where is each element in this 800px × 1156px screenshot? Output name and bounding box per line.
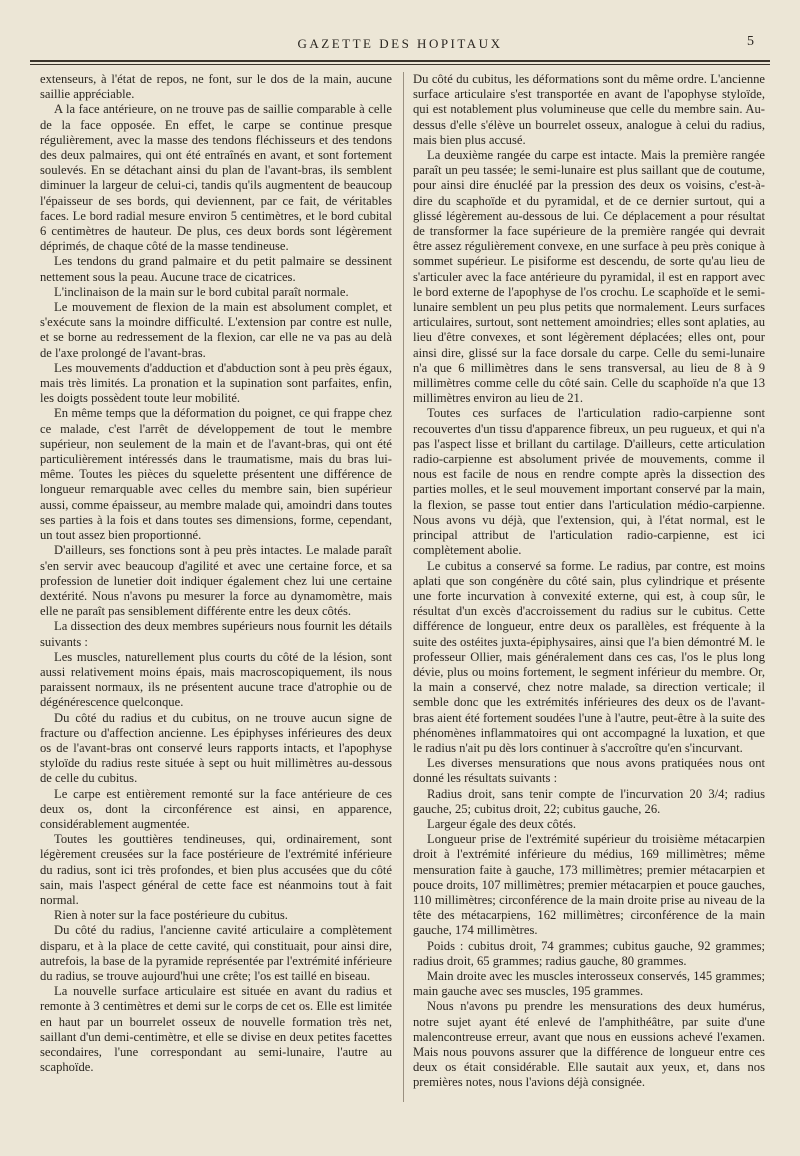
paragraph: Main droite avec les muscles interosseux conservés, 145 grammes; main gauche avec ses muscles, 195 grammes. <box>413 968 765 999</box>
paragraph: Les muscles, naturellement plus courts du côté de la lésion, sont aussi relativement moins épais, mais macroscopiquement, ils nous paraissent normaux, ils ne présentent aucune trace d'atrophie ou de dégénérescence quelconque. <box>40 649 392 710</box>
paragraph: Du côté du cubitus, les déformations sont du même ordre. L'ancienne surface articulaire s'est transportée en avant de l'apophyse styloïde, qui est notablement plus volumineuse que celle du membre sain. Au-dessus d'elle s'élève un bourrelet osseux, analogue à celui du radius, mais bien plus accusé. <box>413 72 765 147</box>
paragraph: Toutes les gouttières tendineuses, qui, ordinairement, sont légèrement creusées sur la face postérieure de l'extrémité inférieure du radius, sont ici très profondes, et bien plus accusées que du côté sain, mais l'aspect général de cette face est néanmoins tout à fait normal. <box>40 832 392 907</box>
page-header <box>30 28 770 58</box>
paragraph: Nous n'avons pu prendre les mensurations des deux humérus, notre sujet ayant été enlevé de l'amphithéâtre, par suite d'une malencontreuse erreur, avant que nous en eussions achevé l'examen. Mais nous pouvons assurer que la différence de longueur entre ces deux os était considérable. Elle sautait aux yeux, et, dans nos premières notes, nous l'avions déjà consignée. <box>413 999 765 1090</box>
paragraph: Les mouvements d'adduction et d'abduction sont à peu près égaux, mais très limités. La pronation et la supination sont parfaites, enfin, les doigts possèdent toute leur mobilité. <box>40 360 392 406</box>
paragraph: extenseurs, à l'état de repos, ne font, sur le dos de la main, aucune saillie appréciable. <box>40 72 392 102</box>
left-column <box>40 72 392 1112</box>
paragraph: Longueur prise de l'extrémité supérieur du troisième métacarpien droit à l'extrémité inférieure du médius, 169 millimètres; même mensuration faite à gauche, 173 millimètres; premier métacarpien et pouce droits, 107 millimètres; premier métacarpien et pouce gauches, 110 millimètres; circonférence de la main droite prise au niveau de la tête des métacarpiens, 162 millimètres; circonférence de la main gauche, 174 millimètres. <box>413 832 765 938</box>
paragraph: Les tendons du grand palmaire et du petit palmaire se dessinent nettement sous la peau. Aucune trace de cicatrices. <box>40 254 392 284</box>
header-rule-thin <box>30 64 770 65</box>
paragraph: Le cubitus a conservé sa forme. Le radius, par contre, est moins aplati que son congénère du côté sain, plus cylindrique et présente une forte incurvation à convexité externe, qui est, à coup sûr, le résultat d'un excès d'accroissement du radius sur le cubitus. Cette différence de longueur, entre deux os parallèles, est fréquente à la suite des ostéites juxta-épiphysaires, ainsi que l'a bien démontré M. le professeur Ollier, mais généralement dans ces cas, l'os le plus long dévie, plus ou moins fortement, le segment inférieur du membre. Or, la main a conservé, chez notre malade, sa direction verticale; il semble donc que les extrémités inférieures des deux os de l'avant-bras aient été fortement soudées l'une à l'autre, peut-être à la suite des phénomènes inflammatoires qui ont accompagné la luxation, et que le radius n'ait pu dès lors continuer à s'accroître qu'en s'incurvant. <box>413 558 765 755</box>
paragraph: En même temps que la déformation du poignet, ce qui frappe chez ce malade, c'est l'arrêt de développement de tout le membre supérieur, non seulement de la main et de l'avant-bras, qui ont été particulièrement intéressés dans le traumatisme, mais du bras lui-même. Toutes les pièces du squelette présentent une différence de longueur remarquable avec celles du membre sain, bien supérieur aussi, comme épaisseur, au membre malade qui, amoindri dans toutes ses parties à la fois et dans toutes ses dimensions, forme, cependant, un tout assez bien proportionné. <box>40 406 392 543</box>
paragraph: La deuxième rangée du carpe est intacte. Mais la première rangée paraît un peu tassée; le semi-lunaire est plus saillant que de coutume, pour ainsi dire énucléé par la pression des deux os voisins, c'est-à-dire du scaphoïde et du pyramidal, et de ce dernier surtout, qui a glissé légèrement au-dessous de lui. Ce déplacement a pour résultat de transformer la face supérieure de la première rangée qui devrait être assez régulièrement convexe, en une surface à peu près conique à sommet supérieur. Le pisiforme est descendu, de sorte qu'au lieu de s'articuler avec la face antérieure du pyramidal, il est en rapport avec le bord externe de l'apophyse de l'os crochu. Le scaphoïde et le semi-lunaire semblent un peu plus petits que normalement. Leurs surfaces articulaires, surtout, sont nettement amoindries; elles sont aplaties, au lieu d'être convexes, et sont légèrement déplacées; elles ont, pour ainsi dire, glissé sur la face dorsale du carpe. Celle du semi-lunaire n'a que 6 millimètres dans le sens transversal, au lieu de 8 à 9 millimètres comme celle du côté sain. Celle du scaphoïde n'a que 13 millimètres environ au lieu de 21. <box>413 148 765 406</box>
paragraph: A la face antérieure, on ne trouve pas de saillie comparable à celle de la face opposée. En effet, le carpe se continue presque régulièrement, avec la masse des tendons fléchisseurs et des tendons des deux palmaires, qui ont été entraînés en avant, et sont fortement soulevés. En se détachant ainsi du plan de l'avant-bras, ils semblent diminuer la largeur de celui-ci, tandis qu'ils augmentent de beaucoup l'épaisseur de ses bords, qui deviennent, par ce fait, de véritables faces. Le bord radial mesure environ 5 centimètres, et le bord cubital 6 centimètres de hauteur. De plus, ces deux bords sont légèrement déprimés, de chaque côté de la masse tendineuse. <box>40 102 392 254</box>
paragraph: Poids : cubitus droit, 74 grammes; cubitus gauche, 92 grammes; radius droit, 65 grammes; radius gauche, 80 grammes. <box>413 938 765 968</box>
right-column <box>413 72 765 1112</box>
paragraph: La dissection des deux membres supérieurs nous fournit les détails suivants : <box>40 619 392 649</box>
running-title: GAZETTE DES HOPITAUX <box>297 36 503 51</box>
paragraph: Toutes ces surfaces de l'articulation radio-carpienne sont recouvertes d'un tissu d'apparence fibreux, un peu rugueux, et qui n'a pas l'aspect lisse et brillant du cartilage. D'ailleurs, cette articulation radio-carpienne est absolument privée de mouvements, comme il nous est facile de nous en rendre compte après la dissection des parties molles, et le seul mouvement important conservé par la main, la flexion, se passe tout entier dans l'articulation médio-carpienne. Nous avons vu déjà, que l'extension, qui, à l'état normal, est le principal attribut de l'articulation radio-carpienne, est ici complètement abolie. <box>413 406 765 558</box>
paragraph: Du côté du radius, l'ancienne cavité articulaire a complètement disparu, et à la place de cette cavité, qui constituait, pour ainsi dire, autrefois, la base de la pyramide représentée par l'extrémité inférieure du radius, se trouve aujourd'hui une crête; l'os est taillé en biseau. <box>40 923 392 983</box>
paragraph: Rien à noter sur la face postérieure du cubitus. <box>54 908 288 923</box>
paragraph: Le carpe est entièrement remonté sur la face antérieure de ces deux os, dont la circonférence est ainsi, en apparence, considérablement augmentée. <box>40 786 392 831</box>
column-divider <box>403 72 404 1102</box>
header-rule-thick <box>30 60 770 62</box>
paragraph: Largeur égale des deux côtés. <box>427 816 577 831</box>
paragraph: Du côté du radius et du cubitus, on ne trouve aucun signe de fracture ou d'affection ancienne. Les épiphyses inférieures des deux os de l'avant-bras ont conservé leurs rapports intacts, et l'apophyse styloïde du radius reste située à sept ou huit millimètres au-dessous de celle du cubitus. <box>40 710 392 786</box>
paragraph: Les diverses mensurations que nous avons pratiquées nous ont donné les résultats suivants : <box>413 756 765 786</box>
page-number: 5 <box>747 34 754 49</box>
paragraph: Radius droit, sans tenir compte de l'incurvation 20 3/4; radius gauche, 25; cubitus droit, 22; cubitus gauche, 26. <box>413 786 765 816</box>
paragraph: La nouvelle surface articulaire est située en avant du radius et remonte à 3 centimètres et demi sur le corps de cet os. Elle est limitée en haut par un bourrelet osseux de nouvelle formation très net, saillant d'un demi-centimètre, et elle se divise en deux petites facettes secondaires, l'une correspondant au semi-lunaire, l'autre au scaphoïde. <box>40 984 392 1075</box>
paragraph: D'ailleurs, ses fonctions sont à peu près intactes. Le malade paraît s'en servir avec beaucoup d'agilité et avec une certaine force, et sa profession de lunetier doit indiquer également chez lui une certaine dextérité. Nous n'avons pu mesurer la force au dynamomètre, mais elle ne paraît pas sensiblement différente entre les deux côtés. <box>40 543 392 619</box>
paragraph: L'inclinaison de la main sur le bord cubital paraît normale. <box>54 284 349 299</box>
paragraph: Le mouvement de flexion de la main est absolument complet, et s'exécute sans la moindre difficulté. L'extension par contre est nulle, et se borne au redressement de la flexion, car elle ne va pas au delà de l'axe prolongé de l'avant-bras. <box>40 300 392 360</box>
